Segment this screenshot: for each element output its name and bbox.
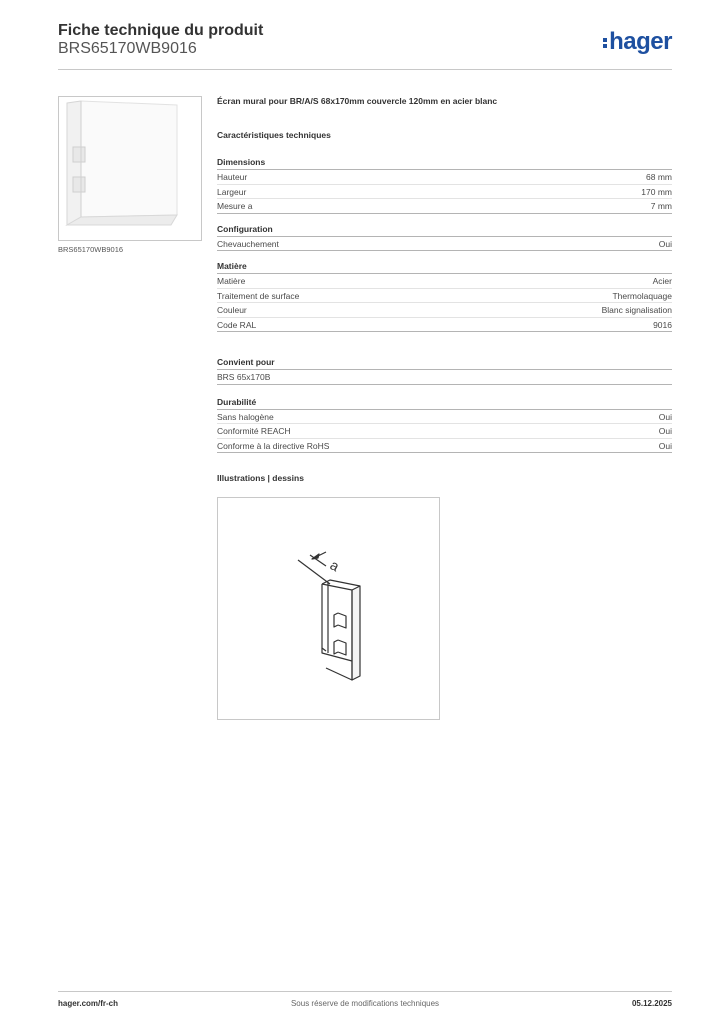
logo-text: hager (609, 28, 672, 55)
hager-logo (603, 28, 672, 56)
table-row (217, 370, 672, 385)
row-value: Oui (658, 426, 672, 436)
product-reference: BRS65170WB9016 (58, 40, 197, 57)
table-row (217, 410, 672, 425)
row-label: Traitement de surface (217, 290, 300, 301)
section-title: Convient pour (217, 356, 672, 370)
section-title: Dimensions (217, 156, 672, 170)
row-label: BRS 65x170B (217, 372, 271, 382)
product-photo-icon (59, 97, 203, 242)
table-row (217, 185, 672, 200)
row-label: Hauteur (217, 172, 248, 182)
product-image (58, 96, 202, 241)
section-material (217, 260, 672, 332)
technical-characteristics-title: Caractéristiques techniques (217, 130, 331, 140)
document-title: Fiche technique du produit (58, 22, 264, 39)
row-label: Matière (217, 276, 246, 286)
row-value: 170 mm (641, 186, 672, 197)
table-row (217, 439, 672, 454)
row-value: 7 mm (650, 201, 672, 211)
row-value: 9016 (653, 319, 672, 330)
row-value: Thermolaquage (612, 290, 672, 301)
technical-drawing (217, 497, 440, 720)
row-value: 68 mm (646, 172, 672, 182)
row-value: Oui (658, 238, 672, 249)
table-row (217, 170, 672, 185)
table-row (217, 237, 672, 252)
row-label: Largeur (217, 186, 247, 197)
illustrations-title: Illustrations | dessins (217, 473, 304, 483)
section-configuration (217, 223, 672, 252)
logo-dots-icon (603, 36, 608, 50)
section-dimensions (217, 156, 672, 214)
dimension-label: a (327, 556, 342, 575)
row-label: Chevauchement (217, 238, 279, 249)
table-row (217, 199, 672, 214)
product-details (217, 96, 672, 483)
footer-website-link[interactable]: hager.com/fr-ch (58, 999, 119, 1008)
section-title: Matière (217, 260, 672, 274)
section-suitable-for (217, 356, 672, 385)
row-value: Acier (652, 276, 672, 286)
footer-disclaimer: Sous réserve de modifications techniques (290, 999, 440, 1008)
row-value: Blanc signalisation (601, 305, 672, 315)
row-value: Oui (658, 411, 672, 422)
row-label: Sans halogène (217, 411, 274, 422)
product-description: Écran mural pour BR/A/S 68x170mm couvercle 120mm en acier blanc (217, 96, 498, 106)
section-durability (217, 396, 672, 454)
table-row (217, 424, 672, 439)
section-title: Configuration (217, 223, 672, 237)
footer-date: 05.12.2025 (631, 999, 672, 1008)
dimension-drawing-icon (218, 498, 441, 721)
row-label: Conformité REACH (217, 426, 291, 436)
table-row (217, 289, 672, 304)
page-footer (58, 991, 672, 1011)
row-label: Couleur (217, 305, 247, 315)
row-label: Conforme à la directive RoHS (217, 440, 330, 451)
image-caption: BRS65170WB9016 (58, 245, 124, 254)
table-row (217, 274, 672, 289)
page-header (58, 22, 672, 70)
row-label: Mesure a (217, 201, 253, 211)
row-value: Oui (658, 440, 672, 451)
row-label: Code RAL (217, 319, 257, 330)
section-title: Durabilité (217, 396, 672, 410)
table-row (217, 303, 672, 318)
table-row (217, 318, 672, 333)
